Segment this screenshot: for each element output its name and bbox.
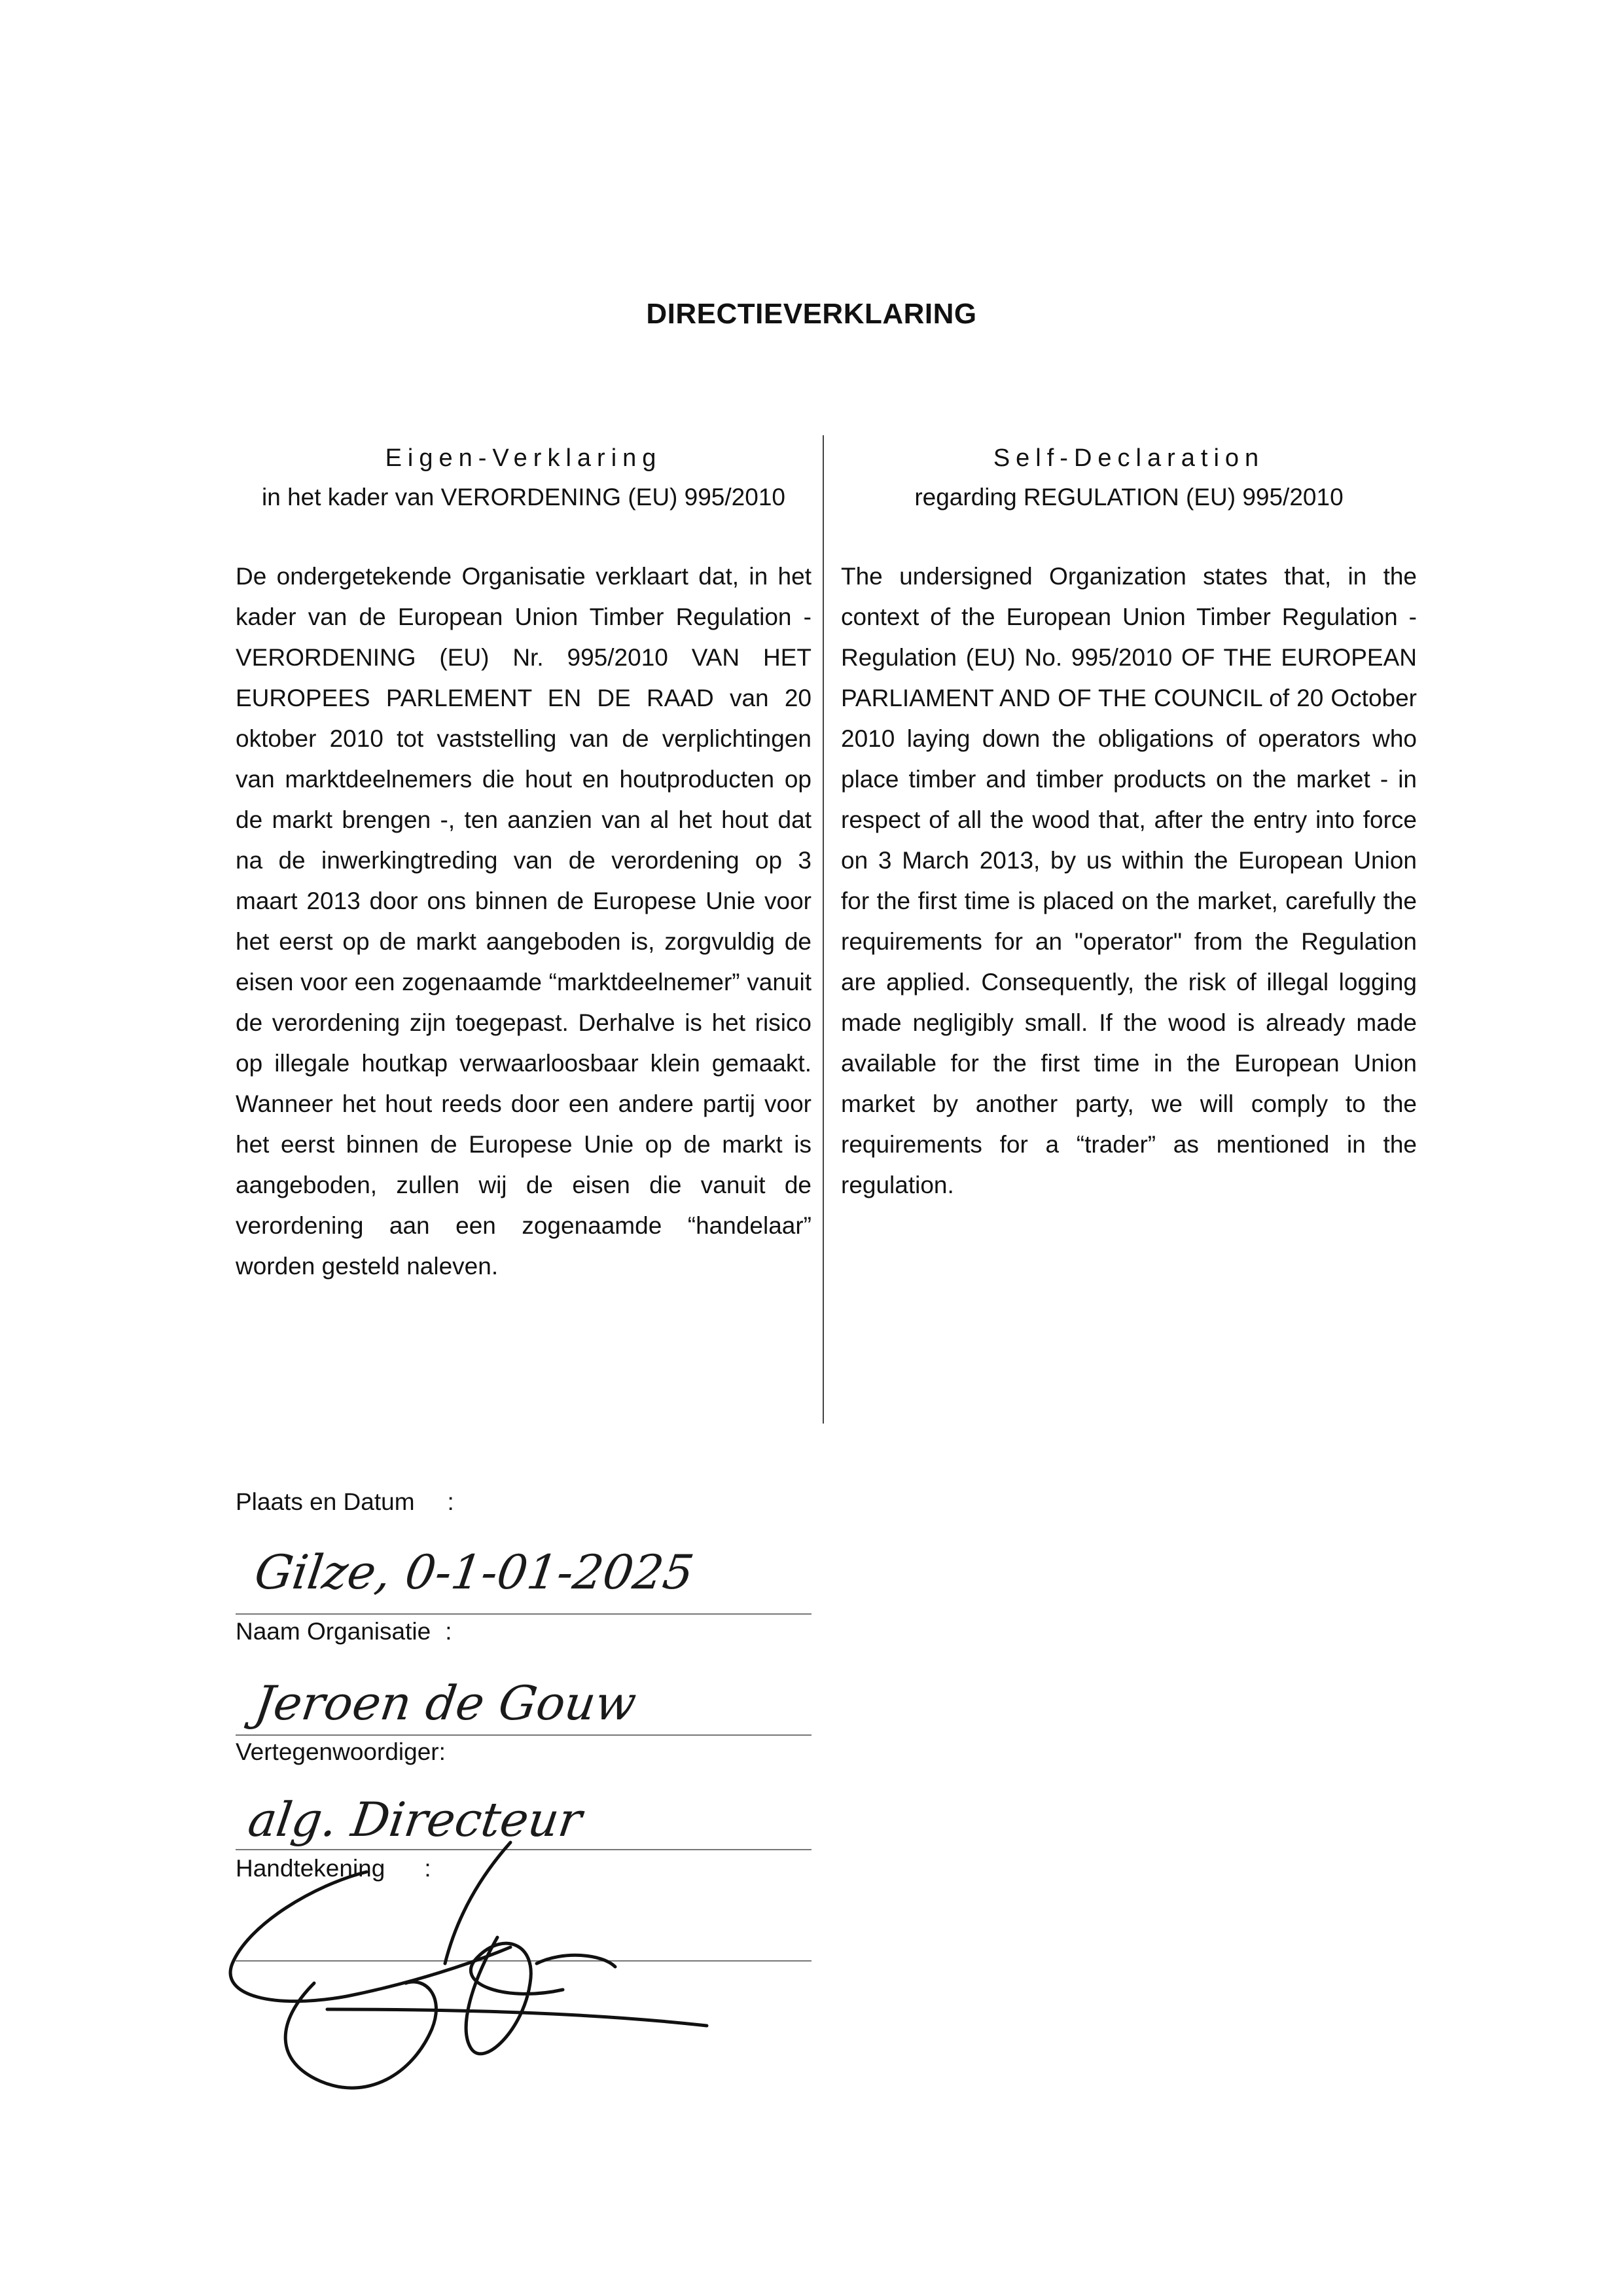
- left-subheading: in het kader van VERORDENING (EU) 995/2010: [262, 484, 785, 511]
- organisation-label: Naam Organisatie :: [236, 1618, 452, 1645]
- left-body-text: De ondergetekende Organisatie verklaart dat, in het kader van de European Union Timber Regulation - VERORDENING (EU) Nr. 995/2010 VAN HET EUROPEES PARLEMENT EN DE RAAD van 20 oktober 2010 tot vaststelling van de verplichtingen van marktdeelnemers die hout en houtproducten op de markt brengen -, ten aanzien van al het hout dat na de inwerkingtreding van de verordening op 3 maart 2013 door ons binnen de Europese Unie voor het eerst op de markt aangeboden is, zorgvuldig de eisen voor een zogenaamde “marktdeelnemer” vanuit de verordening zijn toegepast. Derhalve is het risico op illegale houtkap verwaarloosbaar klein gemaakt. Wanneer het hout reeds door een andere partij voor het eerst binnen de Europese Unie op de markt is aangeboden, zullen wij de eisen die vanuit de verordening aan een zogenaamde “handelaar” worden gesteld naleven.: [236, 563, 812, 1280]
- left-column-dutch: [236, 439, 812, 1287]
- place-date-label: Plaats en Datum :: [236, 1488, 454, 1515]
- left-heading: Eigen-Verklaring: [385, 444, 662, 472]
- right-body-text: The undersigned Organization states that, in the context of the European Union Timber Regulation - Regulation (EU) No. 995/2010 OF THE EUROPEAN PARLIAMENT AND OF THE COUNCIL of 20 October 2010 laying down the obligations of operators who place timber and timber products on the market - in respect of all the wood that, after the entry into force on 3 March 2013, by us within the European Union for the first time is placed on the market, carefully the requirements for an "operator" from the Regulation are applied. Consequently, the risk of illegal logging made negligibly small. If the wood is already made available for the first time in the European Union market by another party, we will comply to the requirements for a “trader” as mentioned in the regulation.: [841, 563, 1417, 1198]
- document-title: DIRECTIEVERKLARING: [646, 298, 977, 330]
- representative-label: Vertegenwoordiger:: [236, 1738, 446, 1765]
- right-column-english: [841, 439, 1417, 1206]
- signature-label: Handtekening :: [236, 1855, 431, 1882]
- right-subheading: regarding REGULATION (EU) 995/2010: [914, 484, 1344, 511]
- representative-handwritten: alg. Directeur: [245, 1792, 586, 1847]
- place-date-line: [236, 1613, 812, 1615]
- handwritten-signature: [196, 1813, 785, 2114]
- place-date-handwritten: Gilze, 0-1-01-2025: [251, 1545, 698, 1600]
- organisation-handwritten: Jeroen de Gouw: [251, 1676, 640, 1731]
- column-divider: [823, 435, 824, 1424]
- right-heading: Self-Declaration: [993, 444, 1265, 472]
